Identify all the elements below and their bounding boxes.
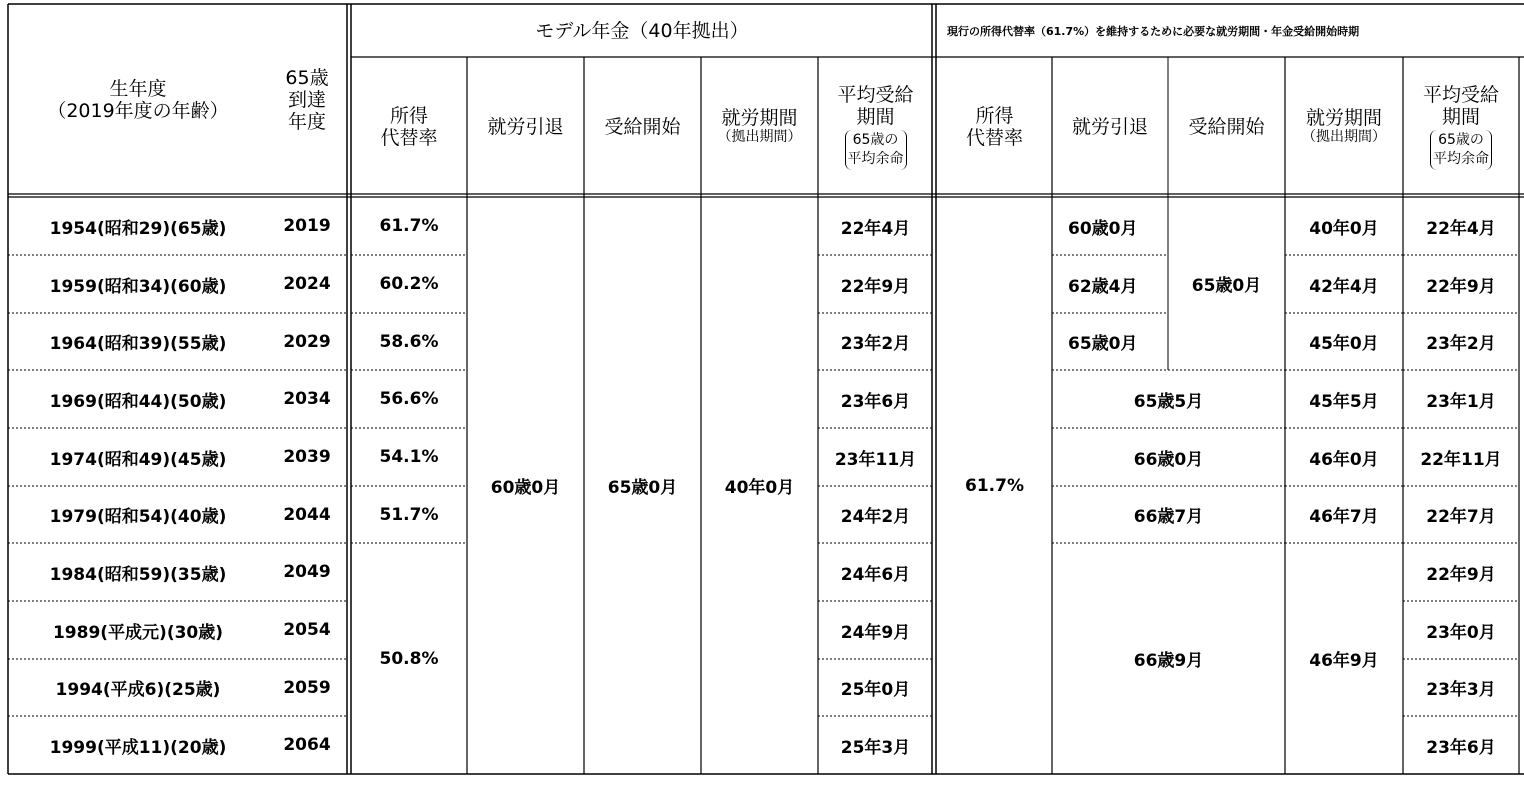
model-replacement-line-2: 代替率 [380, 126, 438, 149]
model-rate-cell: 51.7% [379, 504, 439, 525]
reach-65-cell: 2019 [283, 216, 331, 236]
model-avg-note-line-1: 65歳の [852, 131, 899, 148]
birth-year-cell: 1979(昭和54)(40歳) [49, 507, 227, 527]
maintain-avg-cell: 23年0月 [1426, 622, 1496, 643]
model-avg-note-line-2: 平均余命 [847, 150, 904, 167]
model-work-period-label: 就労期間 [721, 107, 798, 129]
maintain-replacement-line-1: 所得 [975, 104, 1014, 127]
maintain-combined-row-5: 66歳0月 [1133, 449, 1204, 470]
reach-65-line-3: 年度 [287, 111, 326, 133]
maintain-work-last: 46年9月 [1309, 651, 1379, 671]
model-replacement-header [351, 57, 467, 196]
maintain-avg-cell: 23年1月 [1426, 391, 1496, 412]
maintain-avg-cell: 22年11月 [1420, 449, 1502, 470]
birth-year-cell: 1954(昭和29)(65歳) [49, 218, 227, 239]
model-avg-cell: 23年6月 [840, 391, 911, 412]
reach-65-cell: 2039 [283, 447, 331, 467]
model-retire-merged: 60歳0月 [490, 478, 561, 498]
birth-year-cell: 1969(昭和44)(50歳) [49, 391, 227, 412]
maintain-combined-row-4: 65歳5月 [1133, 391, 1204, 412]
reach-65-line-1: 65歳 [285, 67, 329, 89]
model-pension-title: モデル年金（40年拠出） [535, 19, 749, 42]
model-start-header: 受給開始 [604, 115, 681, 138]
maintain-avg-receive-note [1430, 130, 1492, 170]
maintain-replacement-header [937, 57, 1052, 196]
birth-year-cell: 1999(平成11)(20歳) [49, 737, 227, 758]
maintain-avg-cell: 23年2月 [1426, 334, 1496, 354]
maintain-work-cell: 42年4月 [1309, 276, 1379, 297]
model-avg-receive-note [845, 130, 907, 170]
model-avg-cell: 24年6月 [840, 564, 911, 585]
reach-65-cell: 2049 [283, 562, 331, 582]
reach-65-cell: 2054 [283, 620, 331, 640]
reach-65-cell: 2024 [283, 274, 331, 294]
model-avg-cell: 23年2月 [840, 334, 911, 354]
maintain-work-period-header [1285, 57, 1403, 196]
maintain-start-first3: 65歳0月 [1191, 276, 1262, 296]
birth-year-label: 生年度 [109, 78, 167, 100]
reach-65-cell: 2044 [283, 504, 331, 525]
maintain-avg-cell: 22年7月 [1426, 507, 1496, 527]
reach-65-cell: 2064 [283, 735, 331, 755]
model-work-period-sub: （拠出期間） [717, 129, 802, 145]
model-avg-cell: 22年9月 [840, 276, 911, 297]
model-avg-cell: 22年4月 [840, 218, 911, 239]
birth-year-cell: 1964(昭和39)(55歳) [49, 334, 227, 354]
model-rate-cell: 56.6% [379, 389, 439, 409]
model-avg-receive-line-2: 期間 [856, 105, 895, 128]
maintain-work-cell: 45年5月 [1309, 391, 1379, 412]
model-avg-receive-line-1: 平均受給 [837, 83, 914, 106]
model-avg-cell: 24年2月 [840, 507, 911, 527]
maintain-avg-receive-header [1403, 57, 1519, 196]
reach-65-cell: 2029 [283, 331, 331, 352]
model-work-period-header [701, 57, 818, 196]
maintain-avg-receive-line-1: 平均受給 [1422, 83, 1499, 106]
maintain-rate-merged: 61.7% [965, 475, 1024, 496]
birth-year-cell: 1989(平成元)(30歳) [52, 622, 224, 643]
maintain-work-cell: 46年7月 [1309, 507, 1379, 527]
reach-65-cell: 2034 [283, 389, 331, 409]
reach-65-header [268, 4, 346, 196]
maintain-retire-header: 就労引退 [1071, 115, 1148, 138]
maintain-avg-cell: 23年6月 [1426, 737, 1496, 758]
birth-year-sublabel: （2019年度の年齢） [47, 100, 229, 122]
maintain-replacement-line-2: 代替率 [965, 126, 1023, 149]
maintain-rate-title: 現行の所得代替率（61.7%）を維持するために必要な就労期間・年金受給開始時期 [947, 24, 1360, 38]
birth-year-cell: 1959(昭和34)(60歳) [49, 276, 227, 297]
model-avg-cell: 25年0月 [840, 680, 911, 700]
maintain-avg-cell: 22年4月 [1426, 218, 1496, 239]
model-avg-cell: 25年3月 [840, 737, 911, 758]
model-rate-cell: 61.7% [379, 216, 439, 236]
maintain-work-cell: 40年0月 [1309, 218, 1379, 239]
maintain-avg-cell: 22年9月 [1426, 276, 1496, 297]
maintain-combined-last: 66歳9月 [1133, 651, 1204, 671]
model-avg-receive-header [818, 57, 933, 196]
birth-year-cell: 1974(昭和49)(45歳) [49, 449, 227, 470]
model-rate-cell: 60.2% [379, 274, 439, 294]
model-rate-cell: 58.6% [379, 331, 439, 352]
model-work-merged: 40年0月 [724, 478, 795, 498]
reach-65-line-2: 到達 [287, 89, 326, 111]
birth-year-header [8, 4, 268, 196]
maintain-avg-cell: 22年9月 [1426, 564, 1496, 585]
model-replacement-line-1: 所得 [389, 104, 428, 127]
maintain-work-cell: 45年0月 [1309, 334, 1379, 354]
maintain-retire-row-3: 65歳0月 [1068, 334, 1138, 354]
model-retire-header: 就労引退 [487, 115, 564, 138]
model-avg-cell: 23年11月 [834, 449, 917, 470]
maintain-retire-row-1: 60歳0月 [1068, 218, 1138, 239]
maintain-combined-row-6: 66歳7月 [1133, 507, 1204, 527]
birth-year-cell: 1984(昭和59)(35歳) [49, 564, 227, 585]
maintain-retire-row-2: 62歳4月 [1068, 276, 1138, 297]
maintain-start-header: 受給開始 [1188, 115, 1265, 138]
maintain-work-period-label: 就労期間 [1305, 107, 1382, 129]
maintain-avg-cell: 23年3月 [1426, 680, 1496, 700]
reach-65-cell: 2059 [283, 677, 331, 698]
maintain-avg-note-line-1: 65歳の [1438, 131, 1484, 148]
model-rate-merged: 50.8% [379, 648, 439, 669]
birth-year-cell: 1994(平成6)(25歳) [55, 680, 221, 700]
model-start-merged: 65歳0月 [607, 478, 678, 498]
maintain-avg-note-line-2: 平均余命 [1433, 150, 1489, 167]
maintain-work-period-sub: （拠出期間） [1302, 129, 1386, 145]
model-avg-cell: 24年9月 [840, 622, 911, 643]
maintain-work-cell: 46年0月 [1309, 449, 1379, 470]
maintain-avg-receive-line-2: 期間 [1441, 105, 1480, 128]
model-rate-cell: 54.1% [379, 447, 439, 467]
